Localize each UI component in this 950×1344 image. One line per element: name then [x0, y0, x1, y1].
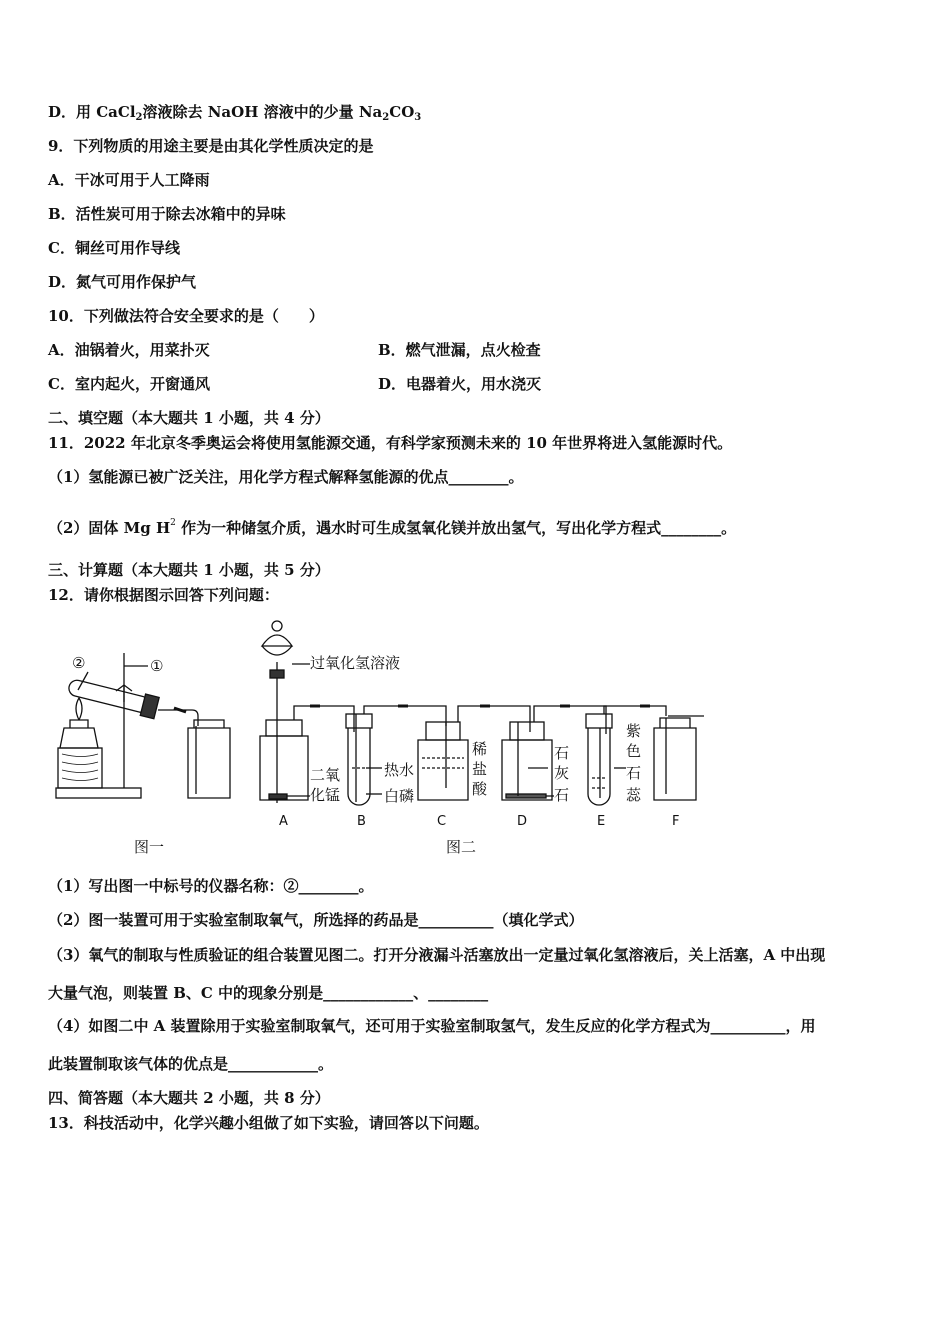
- q10-option-c: C．室内起火，开窗通风: [48, 375, 210, 393]
- q11-part2: （2）固体 Mg $H^2$ 作为一种储氢介质，遇水时可生成氢氧化镁并放出氢气，写出化学方程式________。: [48, 518, 737, 537]
- bottle-a-label-line1: 二氧: [310, 766, 341, 784]
- q12-part3-line2: 大量气泡，则装置 B、C 中的现象分别是____________、________: [48, 984, 489, 1002]
- q12-part4-line2: 此装置制取该气体的优点是____________。: [48, 1055, 334, 1073]
- q12-part4-line1: （4）如图二中 A 装置除用于实验室制取氧气，还可用于实验室制取氢气，发生反应的化学方程式为__________，用: [48, 1017, 816, 1035]
- q12-part2: （2）图一装置可用于实验室制取氧气，所选择的药品是__________（填化学式）: [48, 911, 584, 929]
- bottle-d: [502, 740, 552, 800]
- letter-a: A: [279, 814, 288, 829]
- tube-e-label-char4: 蕊: [626, 786, 642, 804]
- section-heading-calculation: 三、计算题（本大题共 1 小题，共 5 分）: [48, 561, 330, 579]
- q9-option-a: A．干冰可用于人工降雨: [48, 171, 210, 189]
- q10-option-d: D．电器着火，用水浇灭: [378, 375, 542, 393]
- test-tube: [67, 676, 160, 719]
- mark-1-label: ①: [150, 657, 164, 675]
- q10-option-b: B．燃气泄漏，点火检查: [378, 341, 541, 359]
- q10-stem: 10．下列做法符合安全要求的是（ ）: [48, 307, 324, 325]
- q10-option-a: A．油锅着火，用菜扑灭: [48, 341, 210, 359]
- q11-part1: （1）氢能源已被广泛关注，用化学方程式解释氢能源的优点________。: [48, 468, 524, 486]
- bottle-c-label-char2: 盐: [472, 760, 488, 778]
- flame: [76, 698, 82, 720]
- bottle-c: [418, 740, 468, 800]
- tube-e-label-char1: 紫: [626, 722, 642, 740]
- q12-part3-line1: （3）氧气的制取与性质验证的组合装置见图二。打开分液漏斗活塞放出一定量过氧化氢溶液后，关上活塞，A 中出现: [48, 946, 826, 964]
- tube-e-label-char3: 石: [626, 764, 642, 782]
- letter-b: B: [357, 814, 366, 829]
- tube-b-label-white-phosphorus: 白磷: [384, 787, 415, 805]
- apparatus-figure: [48, 618, 728, 863]
- delivery-tube: [158, 710, 198, 726]
- bottle-c-label-char1: 稀: [472, 740, 488, 758]
- figure-two-caption: 图二: [446, 838, 477, 856]
- test-tube-e: [588, 728, 610, 805]
- bottle-a: [260, 736, 308, 800]
- bottle-d-label-char2: 灰: [554, 764, 570, 782]
- figure-one: [56, 653, 230, 798]
- letter-e: E: [597, 814, 606, 829]
- bottle-a-label-line2: 化锰: [310, 786, 341, 804]
- q9-stem: 9．下列物质的用途主要是由其化学性质决定的是: [48, 137, 374, 155]
- q13-stem: 13．科技活动中，化学兴趣小组做了如下实验，请回答以下问题。: [48, 1114, 489, 1132]
- letter-f: F: [672, 814, 680, 829]
- alcohol-lamp: [60, 728, 98, 748]
- section-heading-short-answer: 四、简答题（本大题共 2 小题，共 8 分）: [48, 1089, 330, 1107]
- collection-bottle: [188, 728, 230, 798]
- wooden-block: [58, 748, 102, 788]
- bottle-d-label-char3: 石: [554, 786, 570, 804]
- q12-stem: 12．请你根据图示回答下列问题：: [48, 586, 279, 604]
- figure-one-caption: 图一: [134, 838, 165, 856]
- q12-part1: （1）写出图一中标号的仪器名称：②________。: [48, 877, 374, 895]
- bottle-d-label-char1: 石: [554, 744, 570, 762]
- tube-b-label-hot-water: 热水: [384, 761, 415, 779]
- bottle-c-label-char3: 酸: [472, 780, 488, 798]
- q9-option-d: D．氮气可用作保护气: [48, 273, 197, 291]
- q9-option-b: B．活性炭可用于除去冰箱中的异味: [48, 205, 286, 223]
- tube-e-label-char2: 色: [626, 742, 642, 760]
- funnel-label: 过氧化氢溶液: [310, 654, 401, 672]
- q11-stem: 11．2022 年北京冬季奥运会将使用氢能源交通，有科学家预测未来的 10 年世界将进入氢能源时代。: [48, 434, 733, 452]
- q9-option-c: C．铜丝可用作导线: [48, 239, 180, 257]
- bottle-f: [654, 728, 696, 800]
- iron-stand-base: [56, 788, 141, 798]
- letter-d: D: [517, 814, 528, 829]
- q8-option-d: D．用 CaCl$_2$溶液除去 NaOH 溶液中的少量 $Na_2CO_3$: [48, 103, 422, 123]
- letter-c: C: [437, 814, 447, 829]
- mark-2-label: ②: [72, 654, 86, 672]
- separatory-funnel: [262, 635, 292, 646]
- section-heading-fill-in: 二、填空题（本大题共 1 小题，共 4 分）: [48, 409, 330, 427]
